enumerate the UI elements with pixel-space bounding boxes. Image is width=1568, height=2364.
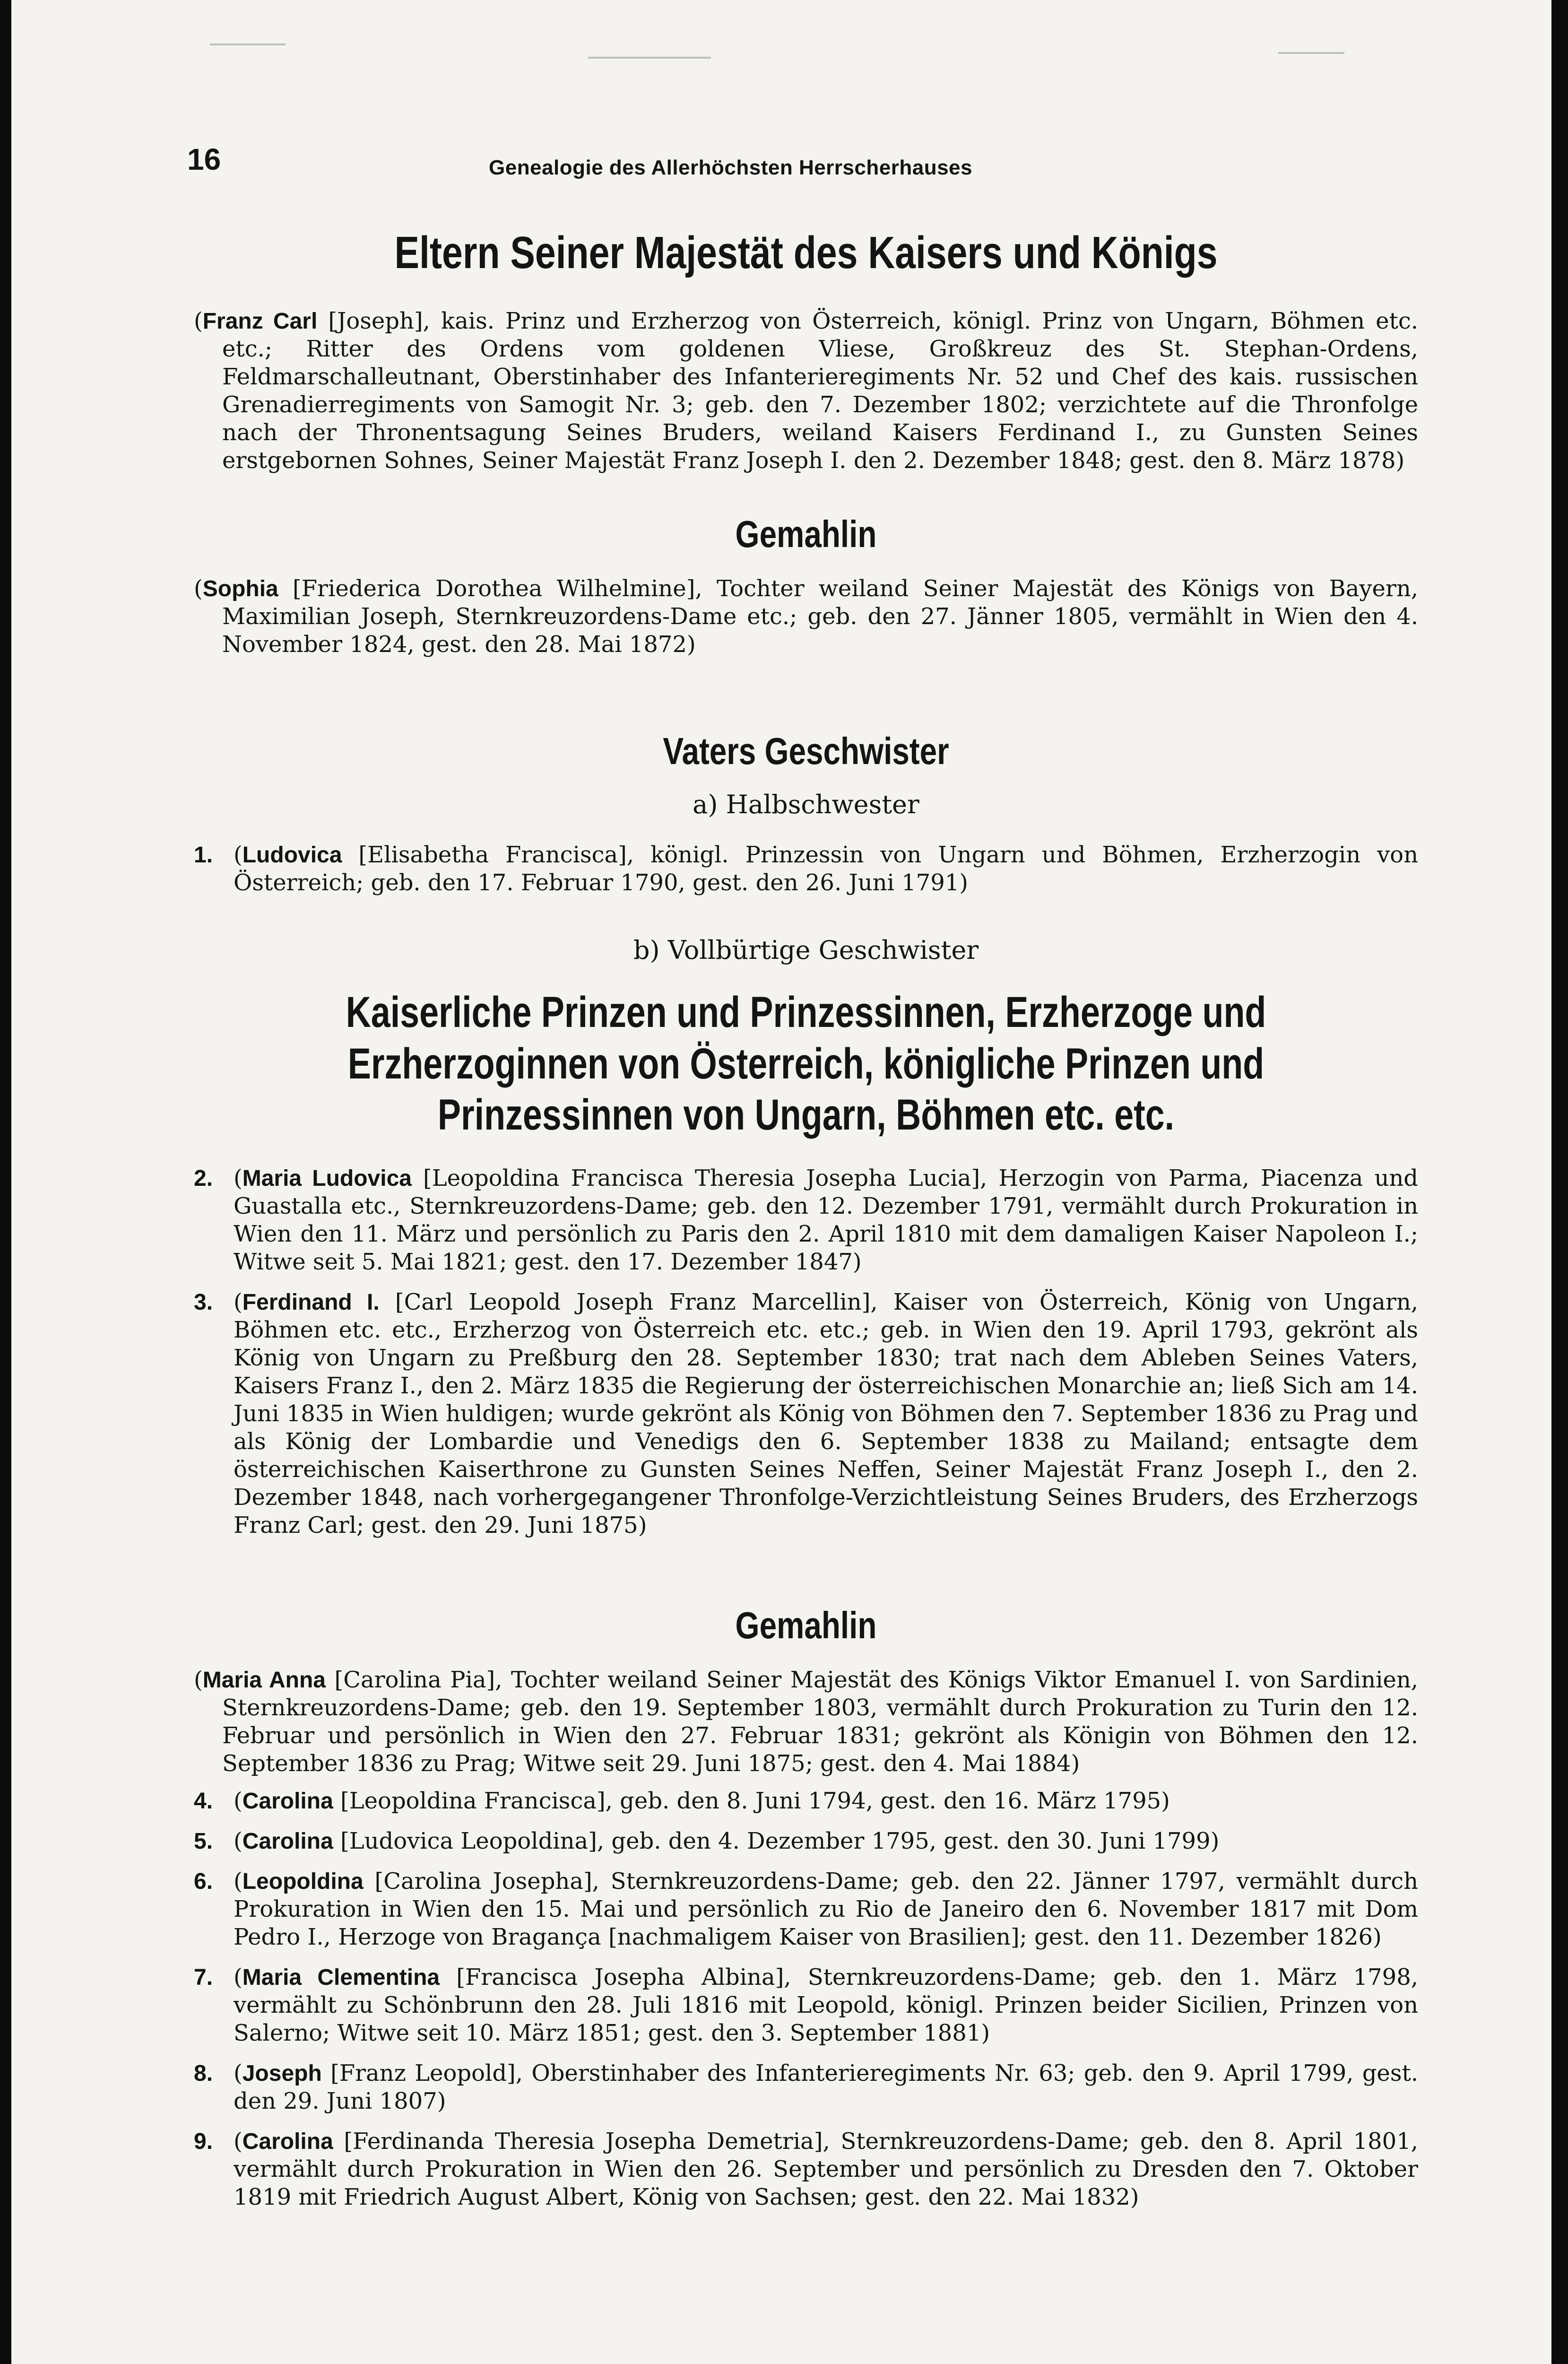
entry-name: Leopoldina <box>242 1869 364 1895</box>
entry-open-paren: ( <box>194 1667 203 1694</box>
entry-name: Maria Ludovica <box>242 1166 412 1191</box>
entry-name: Carolina <box>242 1789 333 1814</box>
entry-body: [Elisabetha Francisca], königl. Prinzessin von Ungarn und Böhmen, Erzherzogin von Österreich; geb. den 17. Februar 1790, gest. den 26. Juni 1791) <box>234 842 1418 896</box>
section-title-siblings: Vaters Geschwister <box>663 730 949 773</box>
entry-number: 9. <box>194 2129 213 2155</box>
sibling-entry-2 <box>194 1165 1418 1276</box>
entry-text <box>234 2128 1418 2211</box>
sibling-entry-4 <box>194 1787 1418 1815</box>
entry-name: Ludovica <box>242 843 342 868</box>
entry-body: [Ludovica Leopoldina], geb. den 4. Dezember 1795, gest. den 30. Juni 1799) <box>333 1828 1220 1855</box>
scan-artifact <box>210 43 286 45</box>
entry-name: Maria Clementina <box>242 1965 440 1990</box>
father-entry <box>194 307 1418 475</box>
entry-open-paren: ( <box>194 308 203 335</box>
entry-open-paren: ( <box>234 1828 243 1855</box>
entry-text <box>234 1165 1418 1276</box>
full-sibling-heading: b) Vollbürtige Geschwister <box>633 935 979 965</box>
sibling-entry-1 <box>194 841 1418 897</box>
entry-open-paren: ( <box>234 1788 243 1815</box>
entry-number: 4. <box>194 1789 213 1814</box>
entry-name: Carolina <box>242 1829 333 1854</box>
entry-text <box>234 841 1418 897</box>
entry-open-paren: ( <box>234 1165 243 1192</box>
entry-name: Carolina <box>242 2129 333 2155</box>
entry-open-paren: ( <box>234 842 243 869</box>
entry-number: 3. <box>194 1290 213 1315</box>
ferdinand-spouse-entry <box>194 1666 1418 1778</box>
entry-body: [Carolina Josepha], Sternkreuzordens-Dame; geb. den 22. Jänner 1797, vermählt durch Prokuration in Wien den 15. Mai und persönlich zu Rio de Janeiro den 6. November 1817 mit Dom Pedro I., Herzoge von Bragança [nachmaligem Kaiser von Brasilien]; gest. den 11. Dezember 1826) <box>234 1868 1418 1951</box>
entry-name: Joseph <box>242 2061 322 2086</box>
entry-text <box>234 1827 1418 1855</box>
entry-open-paren: ( <box>234 1868 243 1895</box>
entry-text <box>234 1787 1418 1815</box>
entry-body: [Franz Leopold], Oberstinhaber des Infanterieregiments Nr. 63; geb. den 9. April 1799, gest. den 29. Juni 1807) <box>234 2060 1418 2115</box>
sibling-entry-6 <box>194 1868 1418 1951</box>
spouse-heading-parents: Gemahlin <box>735 513 877 556</box>
running-header: Genealogie des Allerhöchsten Herrscherhauses <box>489 156 972 179</box>
sibling-entry-9 <box>194 2128 1418 2211</box>
spouse-text: [Carolina Pia], Tochter weiland Seiner Majestät des Königs Viktor Emanuel I. von Sardinien, Sternkreuzordens-Dame; geb. den 19. September 1803, vermählt durch Prokuration zu Turin den 12. Februar und persönlich in Wien den 27. Februar 1831; gekrönt als Königin von Böhmen den 12. September 1836 zu Prag; Witwe seit 29. Juni 1875; gest. den 4. Mai 1884) <box>222 1667 1418 1777</box>
scan-artifact <box>1278 52 1344 54</box>
entry-number: 1. <box>194 843 213 868</box>
entry-text <box>234 1868 1418 1951</box>
mother-text: [Friederica Dorothea Wilhelmine], Tochter weiland Seiner Majestät des Königs von Bayern, Maximilian Joseph, Sternkreuzordens-Dame etc.; geb. den 27. Jänner 1805, vermählt in Wien den 4. November 1824, gest. den 28. Mai 1872) <box>222 575 1418 658</box>
entry-text <box>234 2060 1418 2115</box>
father-text: [Joseph], kais. Prinz und Erzherzog von Österreich, königl. Prinz von Ungarn, Böhmen etc. etc.; Ritter des Ordens vom goldenen Vliese, Großkreuz des St. Stephan-Ordens, Feldmarschalleutnant, Oberstinhaber des Infanterieregiments Nr. 52 und Chef des kais. russischen Grenadierregiments von Samogit Nr. 3; geb. den 7. Dezember 1802; verzichtete auf die Thronfolge nach der Thronentsagung Seines Bruders, weiland Kaisers Ferdinand I., zu Gunsten Seines erstgebornen Sohnes, Seiner Majestät Franz Joseph I. den 2. Dezember 1848; gest. den 8. März 1878) <box>222 308 1418 474</box>
page-number: 16 <box>187 142 221 176</box>
sibling-entry-8 <box>194 2060 1418 2115</box>
entry-number: 5. <box>194 1829 213 1854</box>
section-title-parents: Eltern Seiner Majestät des Kaisers und Königs <box>394 227 1218 278</box>
entry-number: 6. <box>194 1869 213 1895</box>
spouse-name: Maria Anna <box>202 1668 326 1693</box>
sibling-entry-7 <box>194 1964 1418 2047</box>
entry-open-paren: ( <box>194 575 203 602</box>
entry-body: [Francisca Josepha Albina], Sternkreuzordens-Dame; geb. den 1. März 1798, vermählt zu Schönbrunn den 28. Juli 1816 mit Leopold, königl. Prinzen beider Sicilien, Prinzen von Salerno; Witwe seit 10. März 1851; gest. den 3. September 1881) <box>234 1964 1418 2047</box>
entry-body: [Carl Leopold Joseph Franz Marcellin], Kaiser von Österreich, König von Ungarn, Böhmen etc. etc., Erzherzog von Österreich etc. etc.; geb. in Wien den 19. April 1793, gekrönt als König von Ungarn zu Preßburg den 28. September 1830; trat nach dem Ableben Seines Vaters, Kaisers Franz I., den 2. März 1835 die Regierung der österreichischen Monarchie an; ließ Sich am 14. Juni 1835 in Wien huldigen; wurde gekrönt als König von Böhmen den 7. September 1836 zu Prag und als König der Lombardie und Venedigs den 6. September 1838 zu Mailand; entsagte dem österreichischen Kaiserthrone zu Gunsten Seines Neffen, Seiner Majestät Franz Joseph I., den 2. Dezember 1848, nach vorhergegangener Thronfolge-Verzichtleistung Seines Bruders, des Erzherzogs Franz Carl; gest. den 29. Juni 1875) <box>234 1289 1418 1539</box>
sibling-entry-5 <box>194 1827 1418 1855</box>
scan-artifact <box>588 57 711 59</box>
spouse-heading-ferdinand: Gemahlin <box>735 1604 877 1647</box>
half-sibling-heading: a) Halbschwester <box>693 790 919 820</box>
entry-text <box>234 1288 1418 1539</box>
entry-number: 8. <box>194 2061 213 2086</box>
entry-text <box>234 1964 1418 2047</box>
scanned-page <box>11 0 1551 2364</box>
entry-body: [Leopoldina Francisca Theresia Josepha Lucia], Herzogin von Parma, Piacenza und Guastalla etc., Sternkreuzordens-Dame; geb. den 12. Dezember 1791, vermählt durch Prokuration in Wien den 11. März und persönlich zu Paris den 2. April 1810 mit dem damaligen Kaiser Napoleon I.; Witwe seit 5. Mai 1821; gest. den 17. Dezember 1847) <box>234 1165 1418 1276</box>
entry-number: 7. <box>194 1965 213 1990</box>
entry-open-paren: ( <box>234 1964 243 1991</box>
page-content <box>194 227 1418 2224</box>
mother-entry <box>194 575 1418 659</box>
entry-body: [Leopoldina Francisca], geb. den 8. Juni 1794, gest. den 16. März 1795) <box>333 1788 1170 1815</box>
mother-name: Sophia <box>202 576 278 602</box>
entry-open-paren: ( <box>234 2060 243 2087</box>
entry-name: Ferdinand I. <box>242 1290 380 1315</box>
sibling-entry-3 <box>194 1288 1418 1539</box>
royal-title-heading: Kaiserliche Prinzen und Prinzessinnen, Erzherzoge und Erzherzoginnen von Österreich, königliche Prinzen und Prinzessinnen von Ungarn, Böhmen etc. etc. <box>346 988 1266 1139</box>
father-name: Franz Carl <box>202 309 318 334</box>
entry-body: [Ferdinanda Theresia Josepha Demetria], Sternkreuzordens-Dame; geb. den 8. April 1801, vermählt durch Prokuration in Wien den 26. September und persönlich zu Dresden den 7. Oktober 1819 mit Friedrich August Albert, König von Sachsen; gest. den 22. Mai 1832) <box>234 2128 1418 2211</box>
entry-open-paren: ( <box>234 1289 243 1316</box>
entry-number: 2. <box>194 1166 213 1191</box>
entry-open-paren: ( <box>234 2128 243 2155</box>
